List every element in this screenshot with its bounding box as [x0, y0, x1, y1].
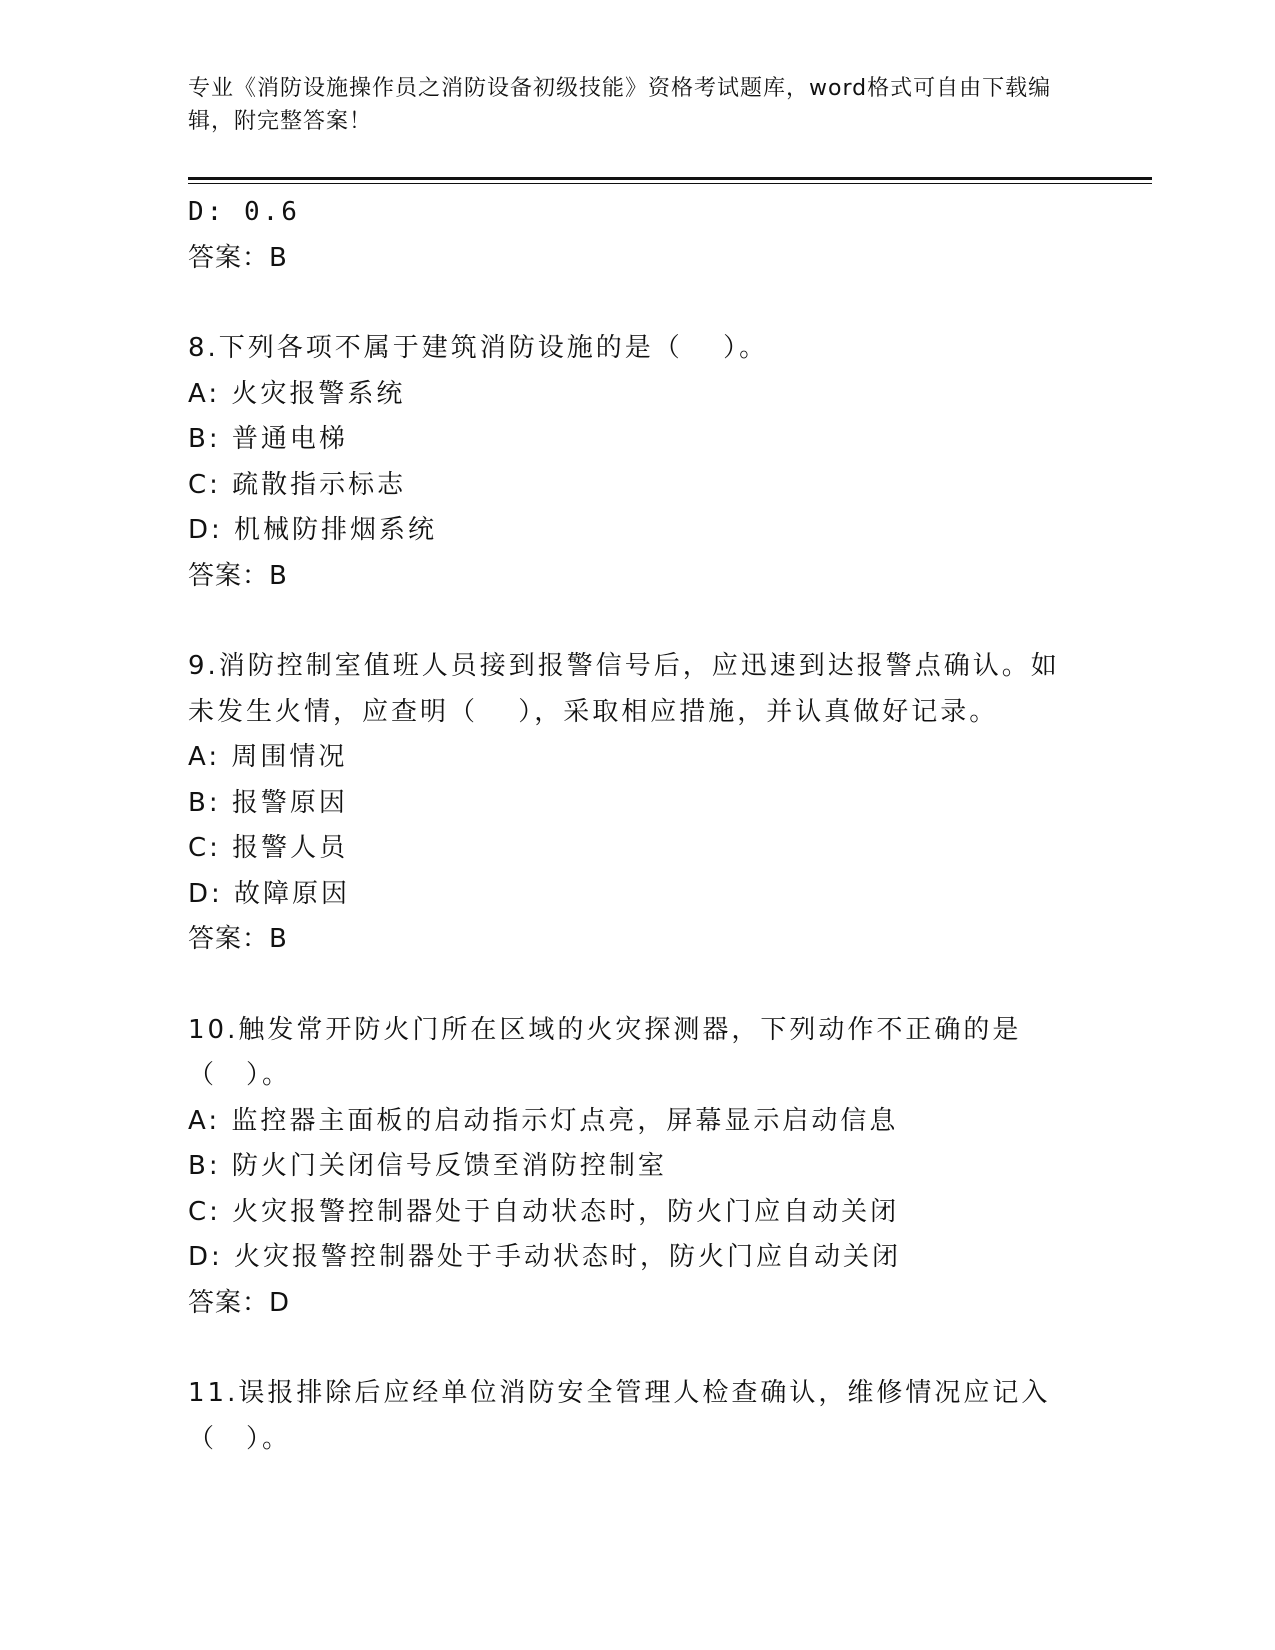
- question-text: 8.下列各项不属于建筑消防设施的是（ ）。: [188, 333, 769, 363]
- option-a: A: 监控器主面板的启动指示灯点亮，屏幕显示启动信息: [188, 1105, 899, 1136]
- header-rule-thin: [188, 183, 1152, 184]
- option-b: B: 防火门关闭信号反馈至消防控制室: [188, 1151, 667, 1181]
- option-d: D: 0.6: [188, 197, 300, 227]
- question-11: [188, 1371, 1088, 1462]
- answer-line: 答案：D: [188, 1287, 291, 1318]
- option-d: D: 火灾报警控制器处于手动状态时，防火门应自动关闭: [188, 1242, 902, 1272]
- option-b: B: 报警原因: [188, 787, 348, 818]
- option-a: A: 周围情况: [188, 742, 348, 772]
- question-text: 9.消防控制室值班人员接到报警信号后，应迅速到达报警点确认。如未发生火情，应查明（ ），采取相应措施，并认真做好记录。: [188, 651, 1060, 727]
- answer-line: 答案：B: [188, 924, 288, 954]
- question-text: 10.触发常开防火门所在区域的火灾探测器，下列动作不正确的是（ ）。: [188, 1014, 1022, 1090]
- question-9: [188, 644, 1088, 963]
- question-text: 11.误报排除后应经单位消防安全管理人检查确认，维修情况应记入（ ）。: [188, 1378, 1051, 1454]
- header-text: 专业《消防设施操作员之消防设备初级技能》资格考试题库，word格式可自由下载编辑，附完整答案！: [188, 76, 1052, 134]
- question-10: [188, 1008, 1088, 1327]
- question-content: [188, 190, 1088, 1462]
- option-c: C: 报警人员: [188, 833, 349, 863]
- answer-line: 答案：B: [188, 242, 288, 273]
- option-c: C: 火灾报警控制器处于自动状态时，防火门应自动关闭: [188, 1196, 900, 1227]
- option-a: A: 火灾报警系统: [188, 378, 406, 409]
- option-d: D: 机械防排烟系统: [188, 515, 438, 545]
- question-8: [188, 326, 1088, 599]
- option-c: C: 疏散指示标志: [188, 469, 407, 500]
- previous-question-tail: [188, 190, 1088, 281]
- answer-line: 答案：B: [188, 560, 288, 591]
- document-header: [188, 72, 1068, 138]
- option-d: D: 故障原因: [188, 878, 351, 909]
- header-rule-thick: [188, 177, 1152, 180]
- option-b: B: 普通电梯: [188, 424, 348, 454]
